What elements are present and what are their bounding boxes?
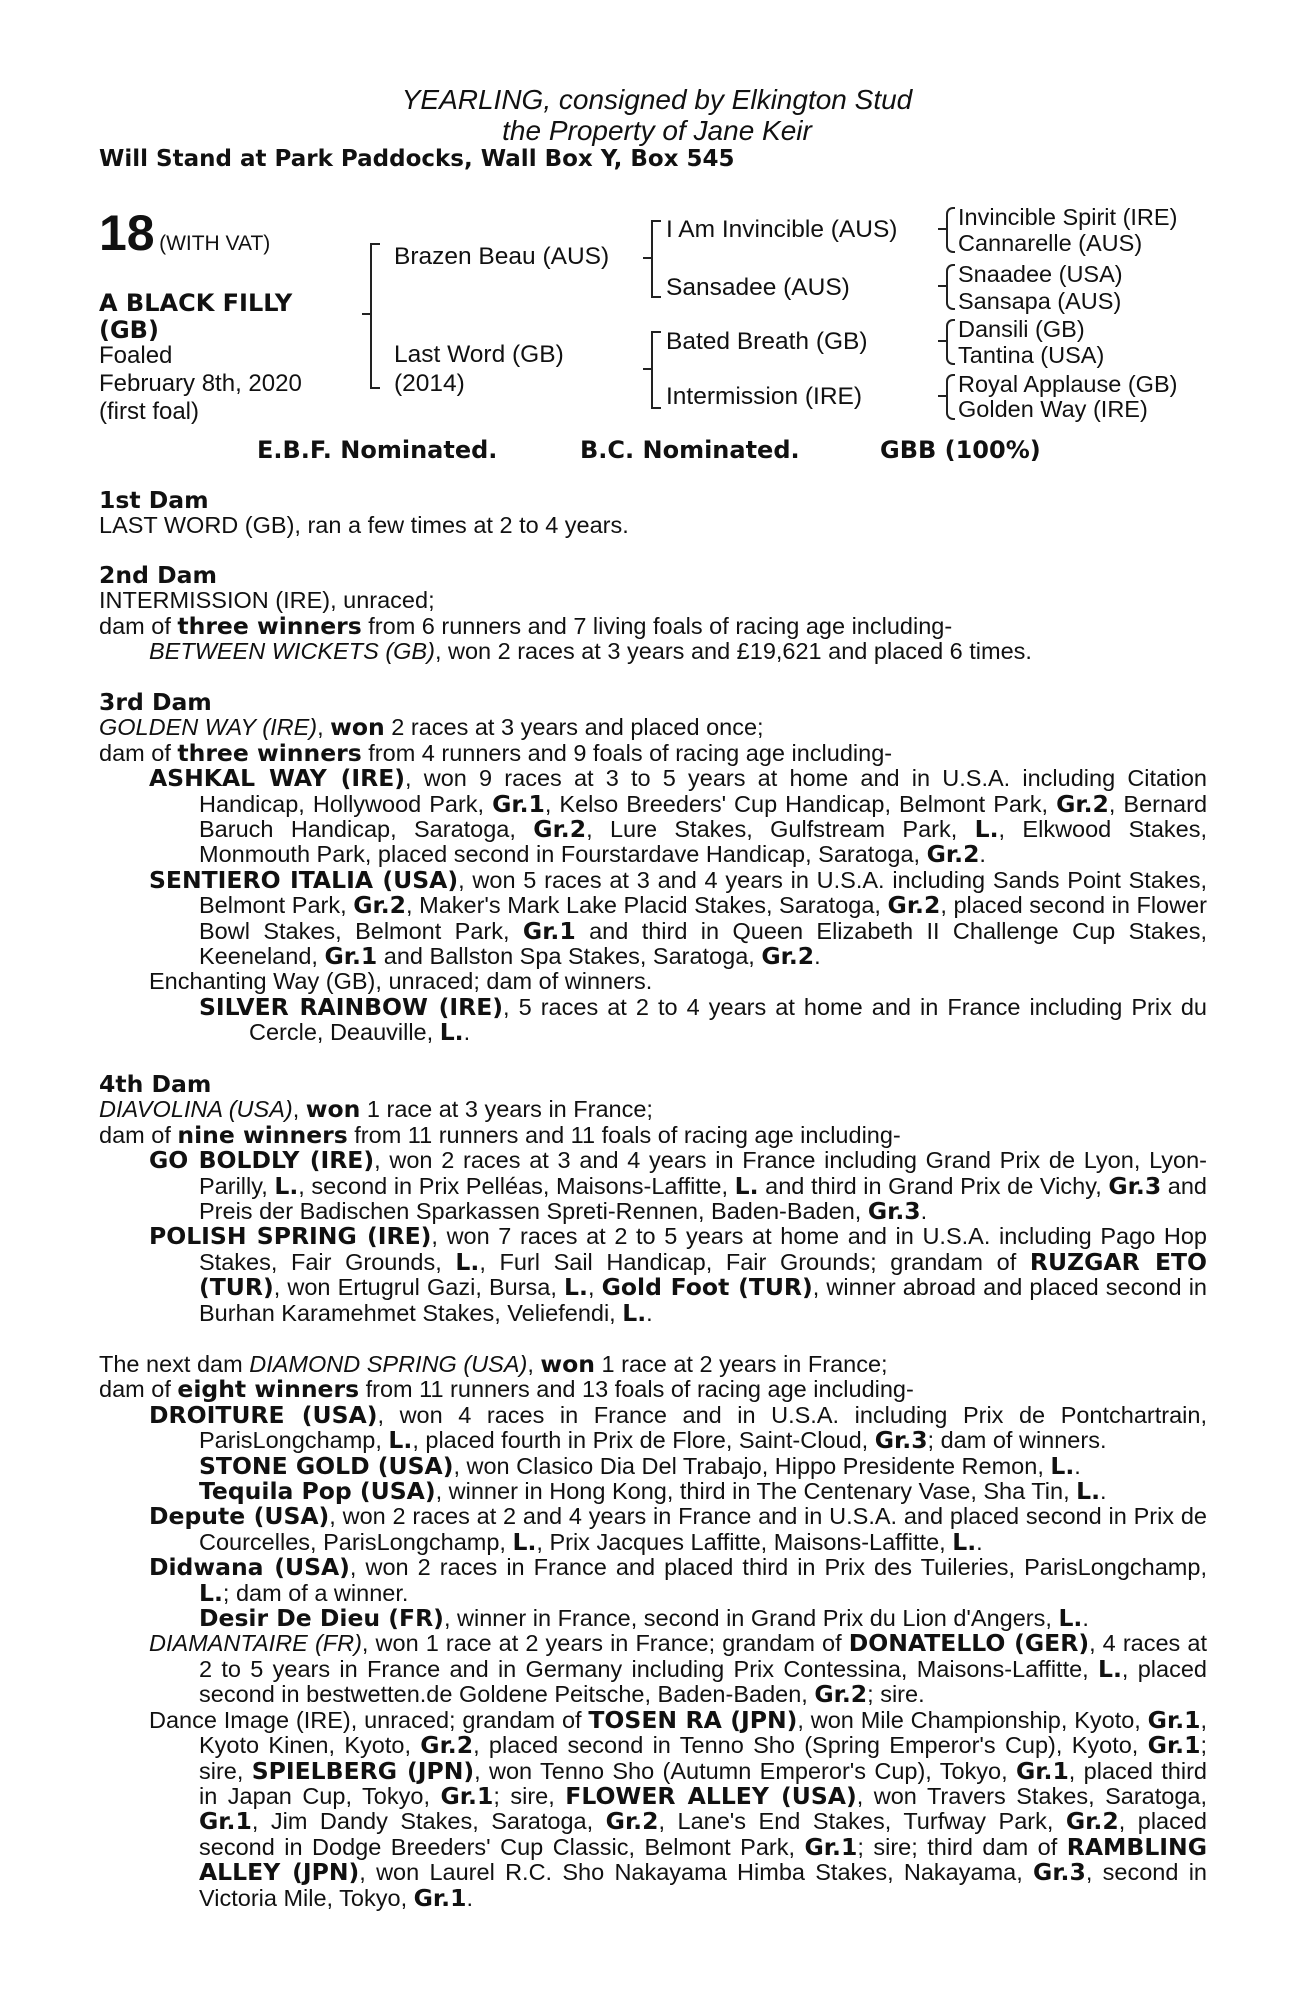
pedigree-dsd: Tantina (USA) xyxy=(958,342,1105,368)
pedigree-ddd: Golden Way (IRE) xyxy=(958,396,1148,422)
second-dam-produce-summary: dam of three winners from 6 runners and 7 living foals of racing age including- xyxy=(99,611,953,640)
fourth-dam-produce-summary: dam of nine winners from 11 runners and 11 foals of racing age including- xyxy=(99,1120,901,1149)
second-dam-produce-1: BETWEEN WICKETS (GB), won 2 races at 3 years and £19,621 and placed 6 times. xyxy=(149,638,1032,665)
pedigree-dam: Last Word (GB) xyxy=(394,341,564,368)
consignor-line: YEARLING, consigned by Elkington Stud xyxy=(401,84,913,115)
next-dam-section xyxy=(99,1352,1207,1911)
next-dam-produce-2: Depute (USA), won 2 races at 2 and 4 years in France and in U.S.A. and placed second in Prix de Courcelles, ParisLongchamp, L., Prix Jacques Laffitte, Maisons-Laffitte, L.. xyxy=(149,1502,1207,1556)
third-dam-produce-summary: dam of three winners from 4 runners and 9 foals of racing age including- xyxy=(99,738,893,767)
pedigree-brace-3b xyxy=(946,264,955,310)
fourth-dam-line: DIAVOLINA (USA), won 1 race at 3 years in France; xyxy=(99,1095,653,1124)
third-dam-section xyxy=(99,690,1207,1046)
pedigree-sire: Brazen Beau (AUS) xyxy=(394,243,610,270)
next-dam-produce-1-sub-2: Tequila Pop (USA), winner in Hong Kong, third in The Centenary Vase, Sha Tin, L.. xyxy=(199,1477,1107,1506)
first-dam-text: LAST WORD (GB), ran a few times at 2 to 4 years. xyxy=(99,512,629,539)
pedigree-dss: Dansili (GB) xyxy=(958,316,1085,342)
next-dam-line: The next dam DIAMOND SPRING (USA), won 1 race at 2 years in France; xyxy=(99,1350,888,1378)
second-dam-title: 2nd Dam xyxy=(99,561,217,589)
ebf-nomination: E.B.F. Nominated. xyxy=(257,436,498,464)
bc-nomination: B.C. Nominated. xyxy=(580,436,800,464)
pedigree-brace-2a-tip xyxy=(643,257,652,259)
pedigree-brace-3d xyxy=(946,374,955,420)
pedigree-sire-dam: Sansadee (AUS) xyxy=(666,274,850,301)
pedigree-dds: Royal Applause (GB) xyxy=(958,371,1178,397)
next-dam-produce-1-sub-1: STONE GOLD (USA), won Clasico Dia Del Trabajo, Hippo Presidente Remon, L.. xyxy=(199,1451,1081,1480)
third-dam-produce-3: Enchanting Way (GB), unraced; dam of winners. xyxy=(149,968,653,995)
pedigree-brace-2a xyxy=(651,220,661,298)
first-dam-section xyxy=(99,488,1207,539)
pedigree-brace-3a xyxy=(946,207,955,253)
third-dam-line: GOLDEN WAY (IRE), won 2 races at 3 years and placed once; xyxy=(99,713,764,742)
third-dam-produce-4: SILVER RAINBOW (IRE), 5 races at 2 to 4 years at home and in France including Prix du Cercle, Deauville, L.. xyxy=(199,992,1207,1047)
next-dam-produce-4: DIAMANTAIRE (FR), won 1 race at 2 years in France; grandam of DONATELLO (GER), 4 races at 2 to 5 years in France and in Germany including Prix Contessina, Maisons-Laffitte, L., placed second in bestwetten.de Goldene Peitsche, Baden-Baden, Gr.2; sire. xyxy=(149,1629,1207,1709)
pedigree-brace-1 xyxy=(370,243,380,389)
stabling-line: Will Stand at Park Paddocks, Wall Box Y, Box 545 xyxy=(99,146,735,172)
pedigree-brace-2b xyxy=(651,331,661,409)
fourth-dam-produce-1: GO BOLDLY (IRE), won 2 races at 3 and 4 years in France including Grand Prix de Lyon, Lyon-Parilly, L., second in Prix Pelléas, Maisons-Laffitte, L. and third in Grand Prix de Vichy, Gr.3 and Preis der Badischen Sparkassen Spreti-Rennen, Baden-Baden, Gr.3. xyxy=(149,1146,1207,1226)
pedigree-brace-3c xyxy=(946,319,955,365)
pedigree-ssd: Cannarelle (AUS) xyxy=(958,230,1143,256)
pedigree-sss: Invincible Spirit (IRE) xyxy=(958,204,1178,230)
fourth-dam-produce-2: POLISH SPRING (IRE), won 7 races at 2 to 5 years at home and in U.S.A. including Pago Hop Stakes, Fair Grounds, L., Furl Sail Handicap, Fair Grounds; grandam of RUZGAR ETO (TUR), won Ertugrul Gazi, Bursa, L., Gold Foot (TUR), winner abroad and placed second in Burhan Karamehmet Stakes, Veliefendi, L.. xyxy=(149,1222,1208,1327)
pedigree-brace-3a-tip xyxy=(938,228,946,230)
pedigree-dam-dam: Intermission (IRE) xyxy=(666,383,863,410)
third-dam-title: 3rd Dam xyxy=(99,688,212,716)
second-dam-line: INTERMISSION (IRE), unraced; xyxy=(99,587,435,614)
lot-number: 18 xyxy=(99,205,155,261)
pedigree-sdd: Sansapa (AUS) xyxy=(958,288,1122,314)
first-foal-note: (first foal) xyxy=(99,398,200,425)
first-dam-title: 1st Dam xyxy=(99,486,209,514)
pedigree-dam-year: (2014) xyxy=(394,370,465,397)
pedigree-brace-3b-tip xyxy=(938,285,946,287)
lot-description-country: (GB) xyxy=(99,316,159,344)
property-line: the Property of Jane Keir xyxy=(502,115,812,146)
next-dam-produce-1: DROITURE (USA), won 4 races in France and in U.S.A. including Prix de Pontchartrain, ParisLongchamp, L., placed fourth in Prix de Flore, Saint-Cloud, Gr.3; dam of winners. xyxy=(149,1400,1207,1455)
pedigree-brace-3c-tip xyxy=(938,340,946,342)
foaled-label: Foaled xyxy=(99,342,173,369)
third-dam-produce-1: ASHKAL WAY (IRE), won 9 races at 3 to 5 years at home and in U.S.A. including Citation Handicap, Hollywood Park, Gr.1, Kelso Breeders' Cup Handicap, Belmont Park, Gr.2, Bernard Baruch Handicap, Saratoga, Gr.2, Lure Stakes, Gulfstream Park, L., Elkwood Stakes, Monmouth Park, placed second in Fourstardave Handicap, Saratoga, Gr.2. xyxy=(149,764,1208,869)
fourth-dam-title: 4th Dam xyxy=(99,1070,212,1098)
vat-note: (WITH VAT) xyxy=(159,232,271,255)
fourth-dam-section xyxy=(99,1072,1207,1326)
lot-description: A BLACK FILLY xyxy=(99,289,293,317)
pedigree-sds: Snaadee (USA) xyxy=(958,261,1123,287)
pedigree-brace-3d-tip xyxy=(938,395,946,397)
next-dam-produce-3: Didwana (USA), won 2 races in France and placed third in Prix des Tuileries, ParisLongchamp, L.; dam of a winner. xyxy=(149,1553,1207,1607)
third-dam-produce-2: SENTIERO ITALIA (USA), won 5 races at 3 and 4 years in U.S.A. including Sands Point Stakes, Belmont Park, Gr.2, Maker's Mark Lake Placid Stakes, Saratoga, Gr.2, placed second in Flower Bowl Stakes, Belmont Park, Gr.1 and third in Queen Elizabeth II Challenge Cup Stakes, Keeneland, Gr.1 and Ballston Spa Stakes, Saratoga, Gr.2. xyxy=(149,865,1207,971)
lot-heading xyxy=(99,204,270,262)
pedigree-sire-sire: I Am Invincible (AUS) xyxy=(666,216,898,243)
gbb-note: GBB (100%) xyxy=(880,436,1041,464)
pedigree-brace-1-tip xyxy=(362,313,371,315)
next-dam-produce-summary: dam of eight winners from 11 runners and 13 foals of racing age including- xyxy=(99,1375,914,1404)
next-dam-produce-3-sub: Desir De Dieu (FR), winner in France, second in Grand Prix du Lion d'Angers, L.. xyxy=(199,1604,1089,1633)
second-dam-section xyxy=(99,563,1207,665)
pedigree-brace-2b-tip xyxy=(643,368,652,370)
foaled-date: February 8th, 2020 xyxy=(99,370,302,397)
next-dam-produce-5: Dance Image (IRE), unraced; grandam of TOSEN RA (JPN), won Mile Championship, Kyoto, Gr.1, Kyoto Kinen, Kyoto, Gr.2, placed second in Tenno Sho (Spring Emperor's Cup), Kyoto, Gr.1; sire, SPIELBERG (JPN), won Tenno Sho (Autumn Emperor's Cup), Tokyo, Gr.1, placed third in Japan Cup, Tokyo, Gr.1; sire, FLOWER ALLEY (USA), won Travers Stakes, Saratoga, Gr.1, Jim Dandy Stakes, Saratoga, Gr.2, Lane's End Stakes, Turfway Park, Gr.2, placed second in Dodge Breeders' Cup Classic, Belmont Park, Gr.1; sire; third dam of RAMBLING ALLEY (JPN), won Laurel R.C. Sho Nakayama Himba Stakes, Nakayama, Gr.3, second in Victoria Mile, Tokyo, Gr.1. xyxy=(149,1705,1208,1912)
pedigree-dam-sire: Bated Breath (GB) xyxy=(666,328,868,355)
